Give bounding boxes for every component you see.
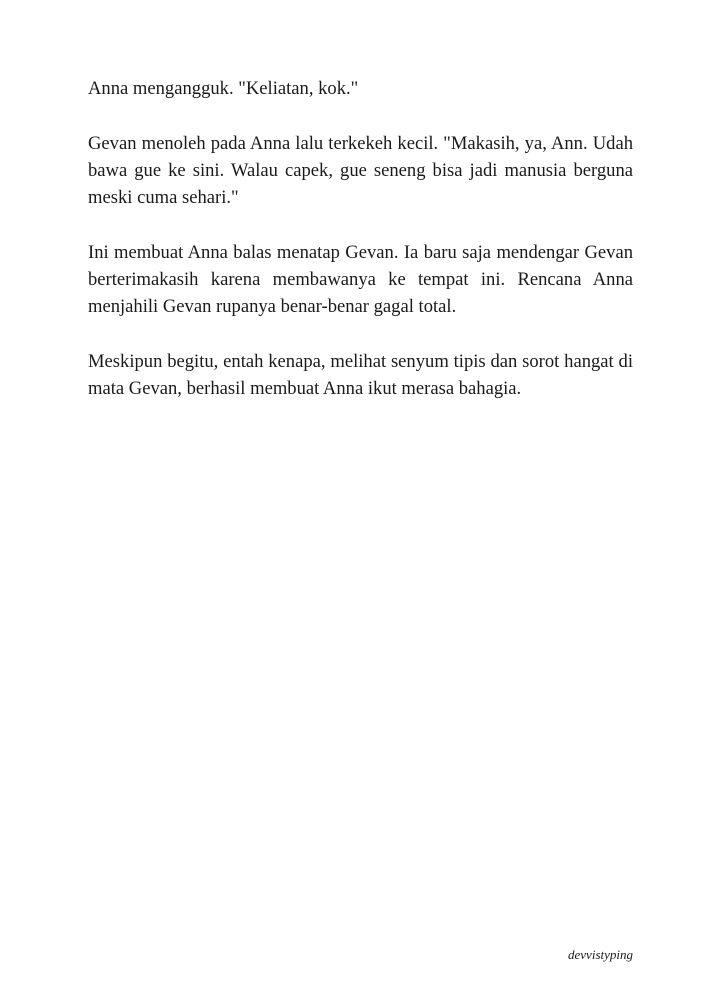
- paragraph-1: Anna mengangguk. "Keliatan, kok.": [88, 78, 359, 99]
- paragraph-2: Gevan menoleh pada Anna lalu terkekeh kecil. "Makasih, ya, Ann. Udah bawa gue ke sini. Walau capek, gue seneng bisa jadi manusia berguna meski cuma sehari.": [88, 132, 633, 209]
- paragraph-3: Ini membuat Anna balas menatap Gevan. Ia baru saja mendengar Gevan berterimakasih karena membawanya ke tempat ini. Rencana Anna menjahili Gevan rupanya benar-benar gagal total.: [88, 241, 633, 318]
- footer-signature: devvistyping: [568, 947, 633, 962]
- document-body: [88, 75, 633, 430]
- paragraph-4: Meskipun begitu, entah kenapa, melihat senyum tipis dan sorot hangat di mata Gevan, berhasil membuat Anna ikut merasa bahagia.: [88, 350, 633, 400]
